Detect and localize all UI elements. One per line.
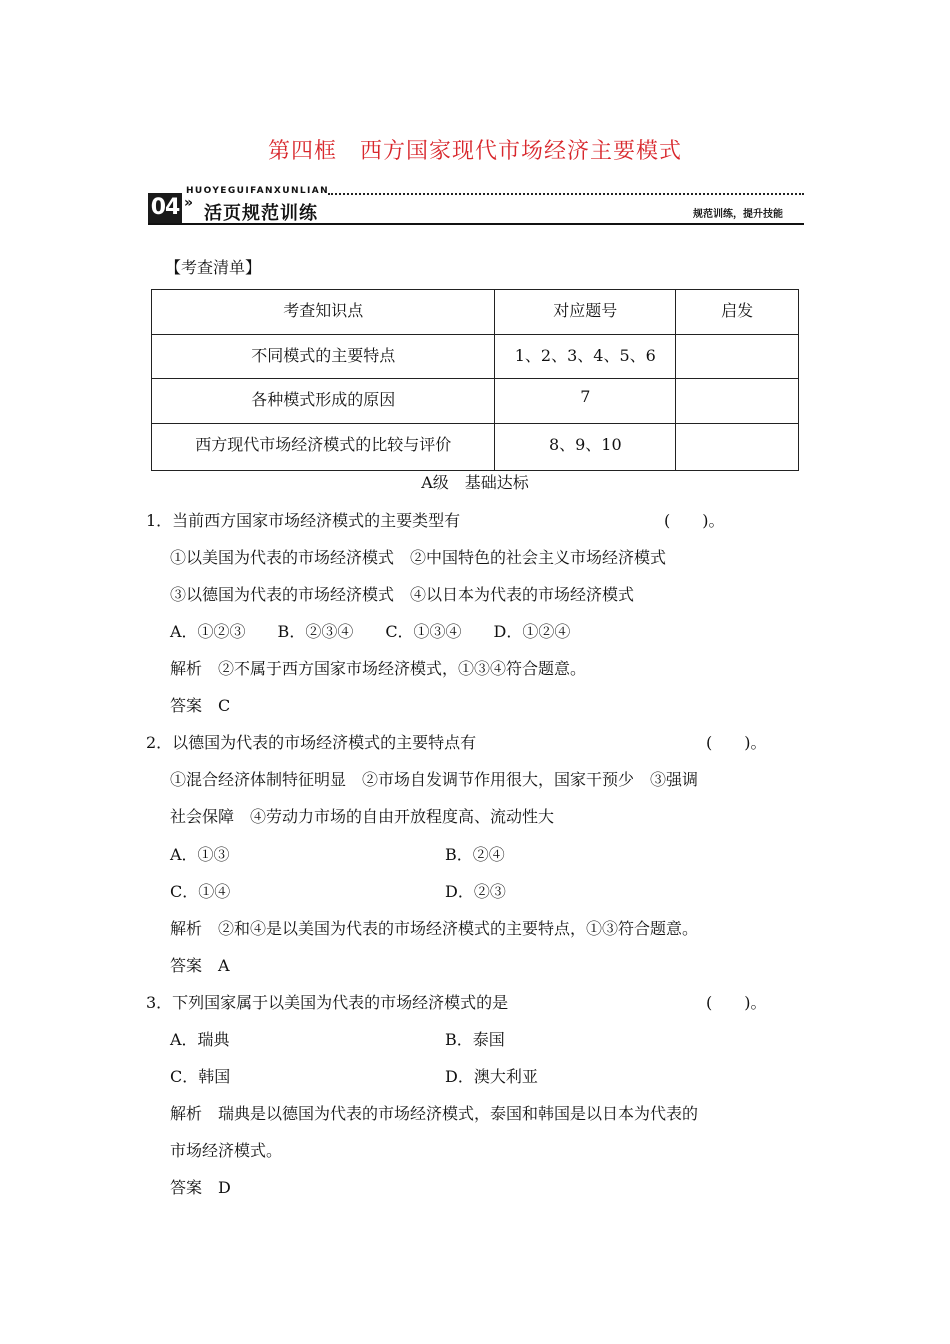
table-header-cell: 启发 [676,290,799,335]
table-cell [676,335,799,379]
table-row [152,424,799,471]
question-2-stem: 2．以德国为代表的市场经济模式的主要特点有 [146,733,477,752]
question-3-option-a: A．瑞典 [170,1030,230,1049]
question-3-stem: 3．下列国家属于以美国为代表的市场经济模式的是 [146,993,509,1012]
table-cell: 各种模式形成的原因 [152,379,495,424]
banner-dotted-line [328,193,804,195]
checklist-table [151,289,799,471]
banner-pinyin: HUOYEGUIFANXUNLIAN [186,186,330,196]
question-3-analysis-line-2: 市场经济模式。 [170,1141,283,1160]
question-3-option-d: D．澳大利亚 [445,1067,538,1086]
banner-number: 04 [148,193,182,223]
checklist-heading: 【考查清单】 [165,258,262,277]
question-1-answer: 答案 C [170,696,231,715]
question-2-line-2: 社会保障 ④劳动力市场的自由开放程度高、流动性大 [170,807,555,826]
question-2-analysis: 解析 ②和④是以美国为代表的市场经济模式的主要特点，①③符合题意。 [170,919,699,938]
table-header-row [152,290,799,335]
question-3-analysis-line-1: 解析 瑞典是以德国为代表的市场经济模式，泰国和韩国是以日本为代表的 [170,1104,699,1123]
table-header-cell: 考查知识点 [152,290,495,335]
table-cell: 1、2、3、4、5、6 [495,335,676,379]
page-title: 第四框 西方国家现代市场经济主要模式 [267,139,682,164]
question-2-option-a: A．①③ [170,845,230,864]
question-2-option-b: B．②④ [445,845,505,864]
table-cell: 7 [495,379,676,424]
chevron-right-icon: » [184,195,194,211]
question-2-option-d: D．②③ [445,882,506,901]
question-1-line-2: ③以德国为代表的市场经济模式 ④以日本为代表的市场经济模式 [170,585,635,604]
level-label: A级 基础达标 [421,473,529,492]
banner-underline [148,223,804,225]
question-1-options: A．①②③ B．②③④ C．①③④ D．①②④ [170,622,571,641]
banner-slogan: 规范训练，提升技能 [693,209,783,220]
table-row [152,379,799,424]
question-2-line-1: ①混合经济体制特征明显 ②市场自发调节作用很大，国家干预少 ③强调 [170,770,699,789]
question-1-stem: 1．当前西方国家市场经济模式的主要类型有 [146,511,461,530]
question-2-answer: 答案 A [170,956,230,975]
table-cell: 西方现代市场经济模式的比较与评价 [152,424,495,471]
question-1-analysis: 解析 ②不属于西方国家市场经济模式，①③④符合题意。 [170,659,587,678]
question-3-answer-blank: ( )。 [706,993,767,1012]
table-row [152,335,799,379]
table-cell [676,424,799,471]
banner-title: 活页规范训练 [204,203,318,224]
question-1-line-1: ①以美国为代表的市场经济模式 ②中国特色的社会主义市场经济模式 [170,548,667,567]
table-cell: 不同模式的主要特点 [152,335,495,379]
table-cell [676,379,799,424]
question-3-option-c: C．韩国 [170,1067,231,1086]
question-3-answer: 答案 D [170,1178,231,1197]
table-header-cell: 对应题号 [495,290,676,335]
question-1-answer-blank: ( )。 [664,511,725,530]
question-2-option-c: C．①④ [170,882,231,901]
question-3-option-b: B．泰国 [445,1030,505,1049]
question-2-answer-blank: ( )。 [706,733,767,752]
table-cell: 8、9、10 [495,424,676,471]
